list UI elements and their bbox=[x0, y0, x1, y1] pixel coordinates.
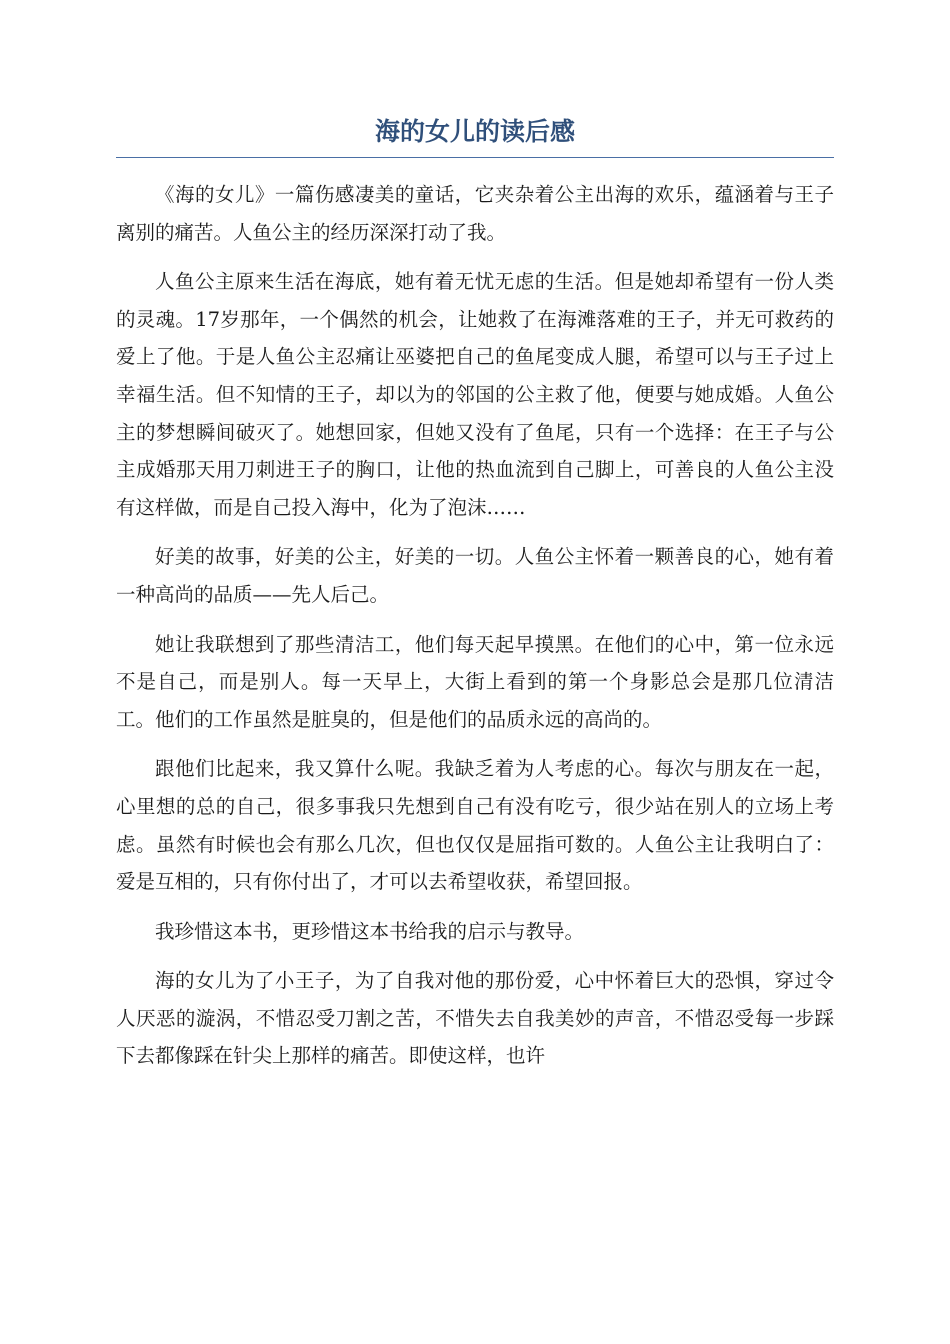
paragraph: 《海的女儿》一篇伤感凄美的童话，它夹杂着公主出海的欢乐，蕴涵着与王子离别的痛苦。人鱼公主的经历深深打动了我。 bbox=[116, 183, 834, 244]
paragraph: 好美的故事，好美的公主，好美的一切。人鱼公主怀着一颗善良的心，她有着一种高尚的品质——先人后己。 bbox=[116, 545, 834, 606]
paragraph: 跟他们比起来，我又算什么呢。我缺乏着为人考虑的心。每次与朋友在一起，心里想的总的自己，很多事我只先想到自己有没有吃亏，很少站在别人的立场上考虑。虽然有时候也会有那么几次，但也仅仅是屈指可数的。人鱼公主让我明白了：爱是互相的，只有你付出了，才可以去希望收获，希望回报。 bbox=[116, 757, 834, 894]
page-title: 海的女儿的读后感 bbox=[374, 117, 575, 146]
paragraph: 我珍惜这本书，更珍惜这本书给我的启示与教导。 bbox=[155, 919, 585, 943]
paragraph: 海的女儿为了小王子，为了自我对他的那份爱，心中怀着巨大的恐惧，穿过令人厌恶的漩涡，不惜忍受刀割之苦，不惜失去自我美妙的声音，不惜忍受每一步踩下去都像踩在针尖上那样的痛苦。即使这样，也许 bbox=[116, 969, 834, 1068]
title-underline bbox=[116, 157, 834, 158]
title-block bbox=[116, 112, 834, 158]
paragraph: 她让我联想到了那些清洁工，他们每天起早摸黑。在他们的心中，第一位永远不是自己，而是别人。每一天早上，大街上看到的第一个身影总会是那几位清洁工。他们的工作虽然是脏臭的，但是他们的品质永远的高尚的。 bbox=[116, 632, 834, 731]
paragraph: 人鱼公主原来生活在海底，她有着无忧无虑的生活。但是她却希望有一份人类的灵魂。17岁那年，一个偶然的机会，让她救了在海滩落难的王子，并无可救药的爱上了他。于是人鱼公主忍痛让巫婆把自己的鱼尾变成人腿，希望可以与王子过上幸福生活。但不知情的王子，却以为的邻国的公主救了他，便要与她成婚。人鱼公主的梦想瞬间破灭了。她想回家，但她又没有了鱼尾，只有一个选择：在王子与公主成婚那天用刀刺进王子的胸口，让他的热血流到自己脚上，可善良的人鱼公主没有这样做，而是自己投入海中，化为了泡沫…… bbox=[116, 270, 834, 519]
article-body bbox=[116, 176, 834, 1087]
